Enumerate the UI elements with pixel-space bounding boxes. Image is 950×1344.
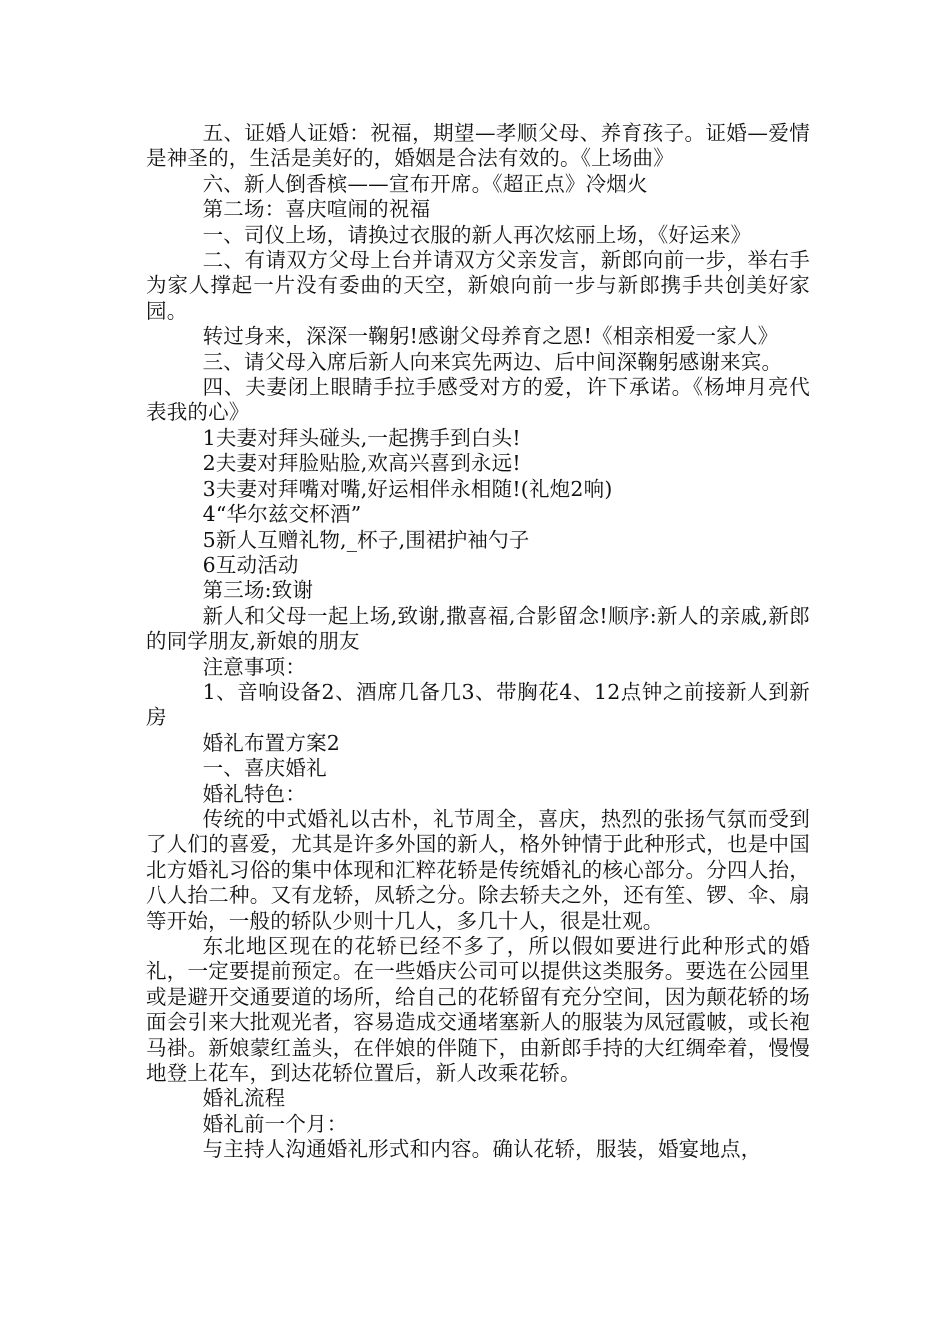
paragraph-bow-to-guests: 三、请父母入席后新人向来宾先两边、后中间深鞠躬感谢来宾。 <box>202 349 783 374</box>
paragraph-host-entrance: 一、司仪上场，请换过衣服的新人再次炫丽上场，《好运来》 <box>202 222 752 247</box>
paragraph-traditional-wedding: 传统的中式婚礼以古朴，礼节周全，喜庆，热烈的张扬气氛而受到了人们的喜爱，尤其是许多外国的新人，格外钟情于此种形式，也是中国北方婚礼习俗的集中体现和汇粹花轿是传统婚礼的核心部分。分四人抬，八人抬二种。又有龙轿，凤轿之分。除去轿夫之外，还有笙、锣、伞、扇等开始，一般的轿队少则十几人，多几十人，很是壮观。 <box>146 806 810 933</box>
paragraph-northeast-sedan: 东北地区现在的花轿已经不多了，所以假如要进行此种形式的婚礼，一定要提前预定。在一些婚庆公司可以提供这类服务。要选在公园里或是避开交通要道的场所，给自己的花轿留有充分空间，因为颠花轿的场面会引来大批观光者，容易造成交通堵塞新人的服装为凤冠霞帔，或长袍马褂。新娘蒙红盖头，在伴娘的伴随下，由新郎手持的大红绸牵着，慢慢地登上花车，到达花轿位置后，新人改乘花轿。 <box>146 934 810 1086</box>
paragraph-thanks-photo: 新人和父母一起上场,致谢,撒喜福,合影留念!顺序:新人的亲戚,新郎的同学朋友,新娘的朋友 <box>146 603 810 654</box>
list-item-waltz-toast: 4“华尔兹交杯酒” <box>202 502 362 527</box>
section-heading-third-act: 第三场:致谢 <box>202 578 314 603</box>
list-item-gift-exchange: 5新人互赠礼物,_杯子,围裙护袖勺子 <box>202 527 530 552</box>
paragraph-notes-list: 1、音响设备2、酒席几备几3、带胸花4、12点钟之前接新人到新房 <box>146 679 810 730</box>
paragraph-witness-speech: 五、证婚人证婚：祝福，期望—孝顺父母、养育孩子。证婚—爱情是神圣的，生活是美好的，婚姻是合法有效的。《上场曲》 <box>146 121 810 171</box>
list-item-bow-3: 3夫妻对拜嘴对嘴,好运相伴永相随!(礼炮2响) <box>202 476 613 501</box>
document-body <box>146 121 810 1163</box>
list-item-interaction: 6互动活动 <box>202 552 299 577</box>
heading-one-month-before: 婚礼前一个月： <box>202 1111 348 1136</box>
heading-festive-wedding: 一、喜庆婚礼 <box>202 756 327 781</box>
heading-wedding-features: 婚礼特色： <box>202 781 307 806</box>
heading-wedding-process: 婚礼流程 <box>202 1086 286 1111</box>
heading-plan-2: 婚礼布置方案2 <box>202 730 341 755</box>
heading-notes: 注意事项： <box>202 654 307 679</box>
section-heading-second-act: 第二场：喜庆喧闹的祝福 <box>202 197 431 222</box>
paragraph-champagne-opening: 六、新人倒香槟——宣布开席。《超正点》冷烟火 <box>202 171 648 196</box>
paragraph-parents-speech: 二、有请双方父母上台并请双方父亲发言，新郎向前一步，举右手为家人撑起一片没有委曲的天空，新娘向前一步与新郎携手共创美好家园。 <box>146 248 810 323</box>
list-item-bow-2: 2夫妻对拜脸贴脸,欢高兴喜到永远! <box>202 451 521 476</box>
paragraph-vows: 四、夫妻闭上眼睛手拉手感受对方的爱，许下承诺。《杨坤月亮代表我的心》 <box>146 375 810 425</box>
paragraph-bow-to-parents: 转过身来，深深一鞠躬!感谢父母养育之恩!《相亲相爱一家人》 <box>202 324 779 349</box>
paragraph-host-communication: 与主持人沟通婚礼形式和内容。确认花轿，服装，婚宴地点， <box>202 1137 762 1162</box>
list-item-bow-1: 1夫妻对拜头碰头,一起携手到白头! <box>202 425 521 450</box>
